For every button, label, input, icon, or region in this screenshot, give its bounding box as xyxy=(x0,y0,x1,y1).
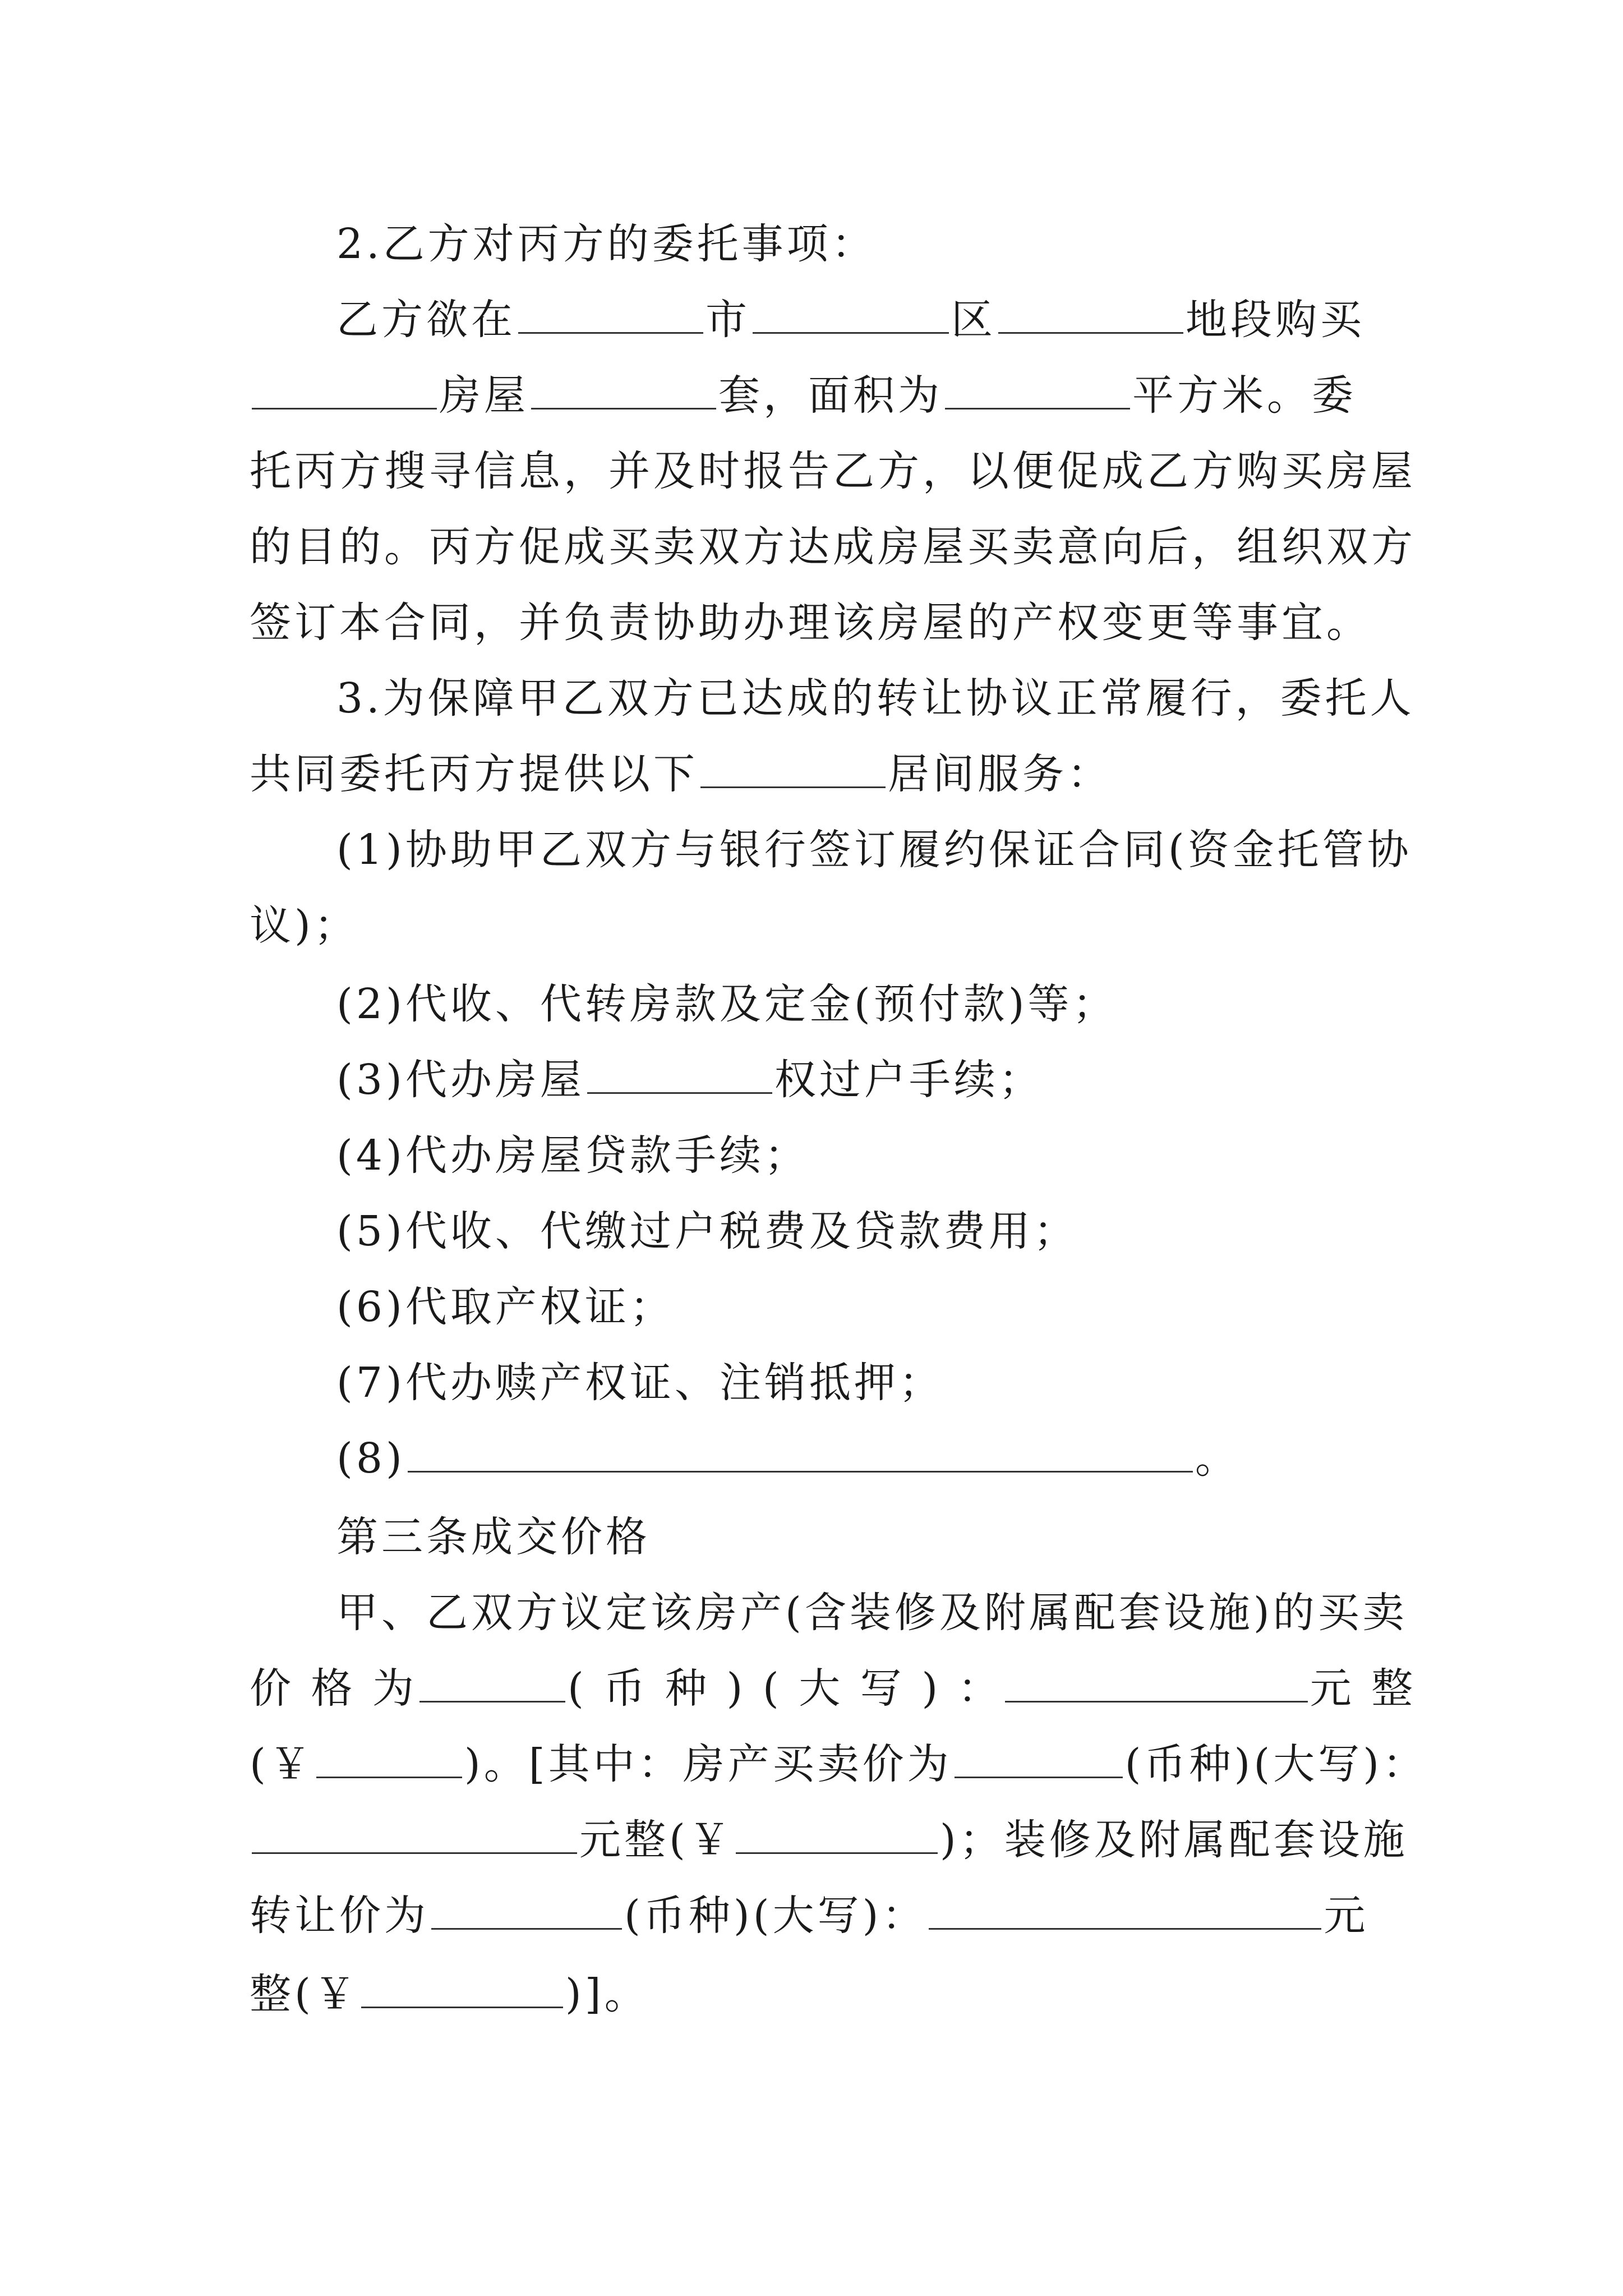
article-3-title: 第三条成交价格 xyxy=(336,1513,651,1561)
blank-section xyxy=(998,293,1183,334)
service-item-1: (1)协助甲乙双方与银行签订履约保证合同(资金托管协 xyxy=(336,826,1412,874)
para-2-line-3: 托丙方搜寻信息，并及时报告乙方，以便促成乙方购买房屋 xyxy=(250,447,1416,495)
blank-other-service xyxy=(408,1432,1193,1473)
blank-decor-amount xyxy=(361,1967,563,2008)
para-3-line-2: 共同委托丙方提供以下 居间服务： xyxy=(250,746,1112,802)
blank-currency-1 xyxy=(419,1662,565,1703)
article-3-line-5: 转让价为 (币种)(大写)： 元 xyxy=(250,1888,1368,1944)
blank-currency-2 xyxy=(955,1737,1123,1778)
blank-currency-3 xyxy=(431,1889,622,1930)
para-2-line-2: 房屋 套，面积为 平方米。委 xyxy=(250,367,1357,424)
blank-district xyxy=(753,293,949,334)
para-2-heading: 2.乙方对丙方的委托事项： xyxy=(336,220,877,268)
article-3-line-4: 元整(￥ )；装修及附属配套设施 xyxy=(250,1812,1408,1868)
blank-right-type xyxy=(587,1053,772,1094)
para-2-line-5: 签订本合同，并负责协助办理该房屋的产权变更等事宜。 xyxy=(250,599,1371,647)
article-3-line-6: 整(￥ )]。 xyxy=(250,1966,649,2022)
blank-total-uppercase xyxy=(1005,1662,1308,1703)
blank-count xyxy=(531,369,716,409)
blank-city xyxy=(518,293,703,334)
article-3-line-3: (￥ )。[其中：房产买卖价为 (币种)(大写)： xyxy=(250,1736,1427,1792)
blank-total-amount xyxy=(316,1737,462,1778)
blank-house-uppercase xyxy=(252,1813,577,1854)
service-item-2: (2)代收、代转房款及定金(预付款)等； xyxy=(336,980,1118,1028)
para-2-line-4: 的目的。丙方促成买卖双方达成房屋买卖意向后，组织双方 xyxy=(250,523,1416,571)
service-item-7: (7)代办赎产权证、注销抵押； xyxy=(336,1359,944,1407)
blank-service xyxy=(700,747,886,788)
blank-area xyxy=(945,369,1130,409)
blank-decor-uppercase xyxy=(929,1889,1321,1930)
article-3-line-2: 价 格 为 ( 币 种 ) ( 大 写 ) ： 元 整 xyxy=(250,1660,1416,1717)
service-item-1-cont: 议)； xyxy=(250,901,359,950)
blank-house-amount xyxy=(736,1813,938,1854)
service-item-5: (5)代收、代缴过户税费及贷款费用； xyxy=(336,1207,1078,1255)
para-3-line-1: 3.为保障甲乙双方已达成的转让协议正常履行，委托人 xyxy=(336,674,1415,723)
service-item-3: (3)代办房屋 权过户手续； xyxy=(336,1052,1044,1108)
para-2-line-1: 乙方欲在 市 区 地段购买 xyxy=(336,292,1365,348)
article-3-line-1: 甲、乙双方议定该房产(含装修及附属配套设施)的买卖 xyxy=(336,1589,1408,1637)
service-item-8: (8) 。 xyxy=(336,1430,1240,1487)
blank-house-type xyxy=(252,369,437,409)
service-item-4: (4)代办房屋贷款手续； xyxy=(336,1131,809,1180)
service-item-6: (6)代取产权证； xyxy=(336,1283,675,1331)
